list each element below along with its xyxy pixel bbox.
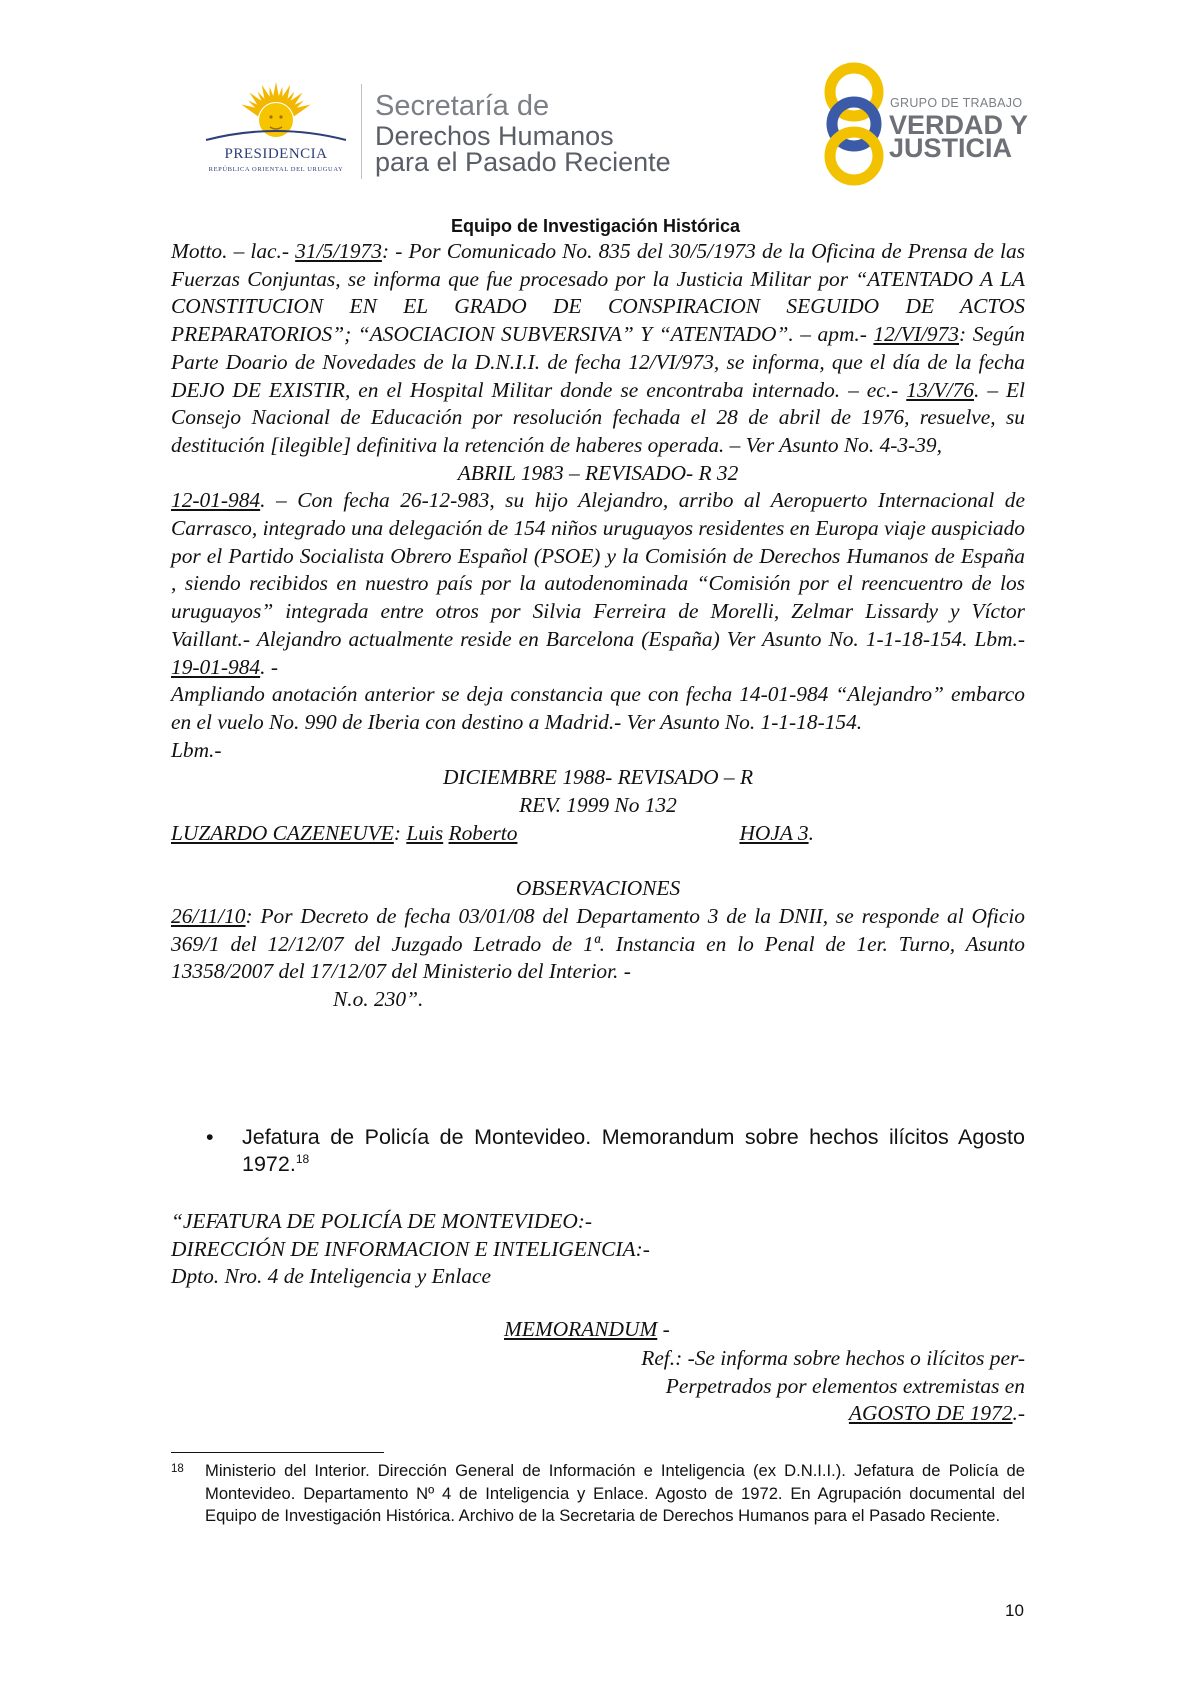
p1-text-e: . – El Consejo Nacional de Educación por resolución fechada el 28 de abril de 1976, resuelve, su destitución [ilegible] definitiva la retención de haberes operada. – Ver Asunto No. 4-3-39, — [171, 377, 1025, 457]
page-number: 10 — [1005, 1601, 1024, 1620]
p1-text-b: : - Por Comunicado No. 835 del 30/5/1973 de la Oficina de Prensa de las Fuerzas Conjuntas, se informa que fue procesado por la Justicia Militar por “ATENTADO A LA CONSTITUCION EN EL GRADO DE CONSPIRACION SEGUIDO DE ACTOS PREPARATORIOS”; “ASOCIACION SUBVERSIVA” Y “ATENTADO”. – apm.- — [171, 239, 1025, 347]
paragraph-3: Ampliando anotación anterior se deja constancia que con fecha 14-01-984 “Alejandro” embarco en el vuelo No. 990 de Iberia con destino a Madrid.- Ver Asunto No. 1-1-18-154. — [171, 682, 1025, 734]
hoja-label: HOJA 3 — [739, 820, 809, 845]
spacer — [171, 847, 1025, 875]
paragraph-4-tail: N.o. 230”. — [333, 986, 424, 1011]
second-name: Roberto — [448, 820, 518, 845]
document-body — [171, 238, 1025, 1014]
footnote-separator — [171, 1452, 384, 1453]
p2-date-1: 12-01-984 — [171, 488, 261, 513]
page-header — [0, 0, 1191, 210]
paragraph-3-signature: Lbm.- — [171, 737, 222, 762]
observaciones-title: OBSERVACIONES — [515, 876, 681, 901]
bullet-dot: • — [206, 1125, 214, 1149]
surname: LUZARDO CAZENEUVE — [171, 820, 394, 845]
p4-text: : Por Decreto de fecha 03/01/08 del Departamento 3 de la DNII, se responde al Oficio 369/1 del 12/12/07 del Juzgado Letrado de 1ª. Instancia en lo Penal de 1er. Turno, Asunto 13358/2007 del 17/12/07 del Ministerio del Interior. - — [171, 903, 1025, 984]
bullet-text — [242, 1124, 1025, 1178]
name-colon: : — [393, 820, 407, 845]
revision-3: REV. 1999 No 132 — [519, 793, 677, 818]
presidencia-sun-logo — [196, 78, 356, 178]
p2-text-b: . - — [260, 654, 278, 679]
bullet-item — [206, 1124, 1025, 1178]
first-name: Luis — [406, 820, 444, 845]
ref-line3 — [641, 1400, 1025, 1428]
footnote-text: Ministerio del Interior. Dirección General de Información e Inteligencia (ex D.N.I.I.). Jefatura de Policía de Montevideo. Departamento Nº 4 de Inteligencia y Enlace. Agosto de 1972. En Agrupación documental del Equipo de Investigación Histórica. Archivo de la Secretaria de Derechos Humanos para el Pasado Reciente. — [205, 1461, 1025, 1526]
ref-line2: Perpetrados por elementos extremistas en — [665, 1373, 1025, 1398]
memo-header — [171, 1208, 650, 1291]
paragraph-2 — [171, 487, 1025, 681]
memo-header-line1: “JEFATURA DE POLICÍA DE MONTEVIDEO:- — [171, 1209, 593, 1233]
footnote — [171, 1460, 1025, 1528]
grupo-line1: GRUPO DE TRABAJO — [890, 96, 1023, 110]
paragraph-1 — [171, 238, 1025, 460]
p2-text-a: . – Con fecha 26-12-983, su hijo Alejandro, arribo al Aeropuerto Internacional de Carrasco, integrado una delegación de 154 niños uruguayos residentes en Europa viaje auspiciado por el Partido Socialista Obrero Español (PSOE) y la Comisión de Derechos Humanos de España , siendo recibidos en nuestro país por la autodenominada “Comisión por el reencuentro de los uruguayos” integrada entre otros por Silvia Ferreira de Morelli, Zelmar Lissardy y Víctor Vaillant.- Alejandro actualmente reside en Barcelona (España) Ver Asunto No. 1-1-18-154. Lbm.- — [171, 488, 1025, 651]
revision-1: ABRIL 1983 – REVISADO- R 32 — [457, 460, 739, 485]
p1-date-3: 13/V/76 — [906, 377, 974, 402]
hoja-dot: . — [808, 820, 814, 845]
p1-date-2: 12/VI/973 — [873, 322, 960, 347]
presidencia-subtitle: REPÚBLICA ORIENTAL DEL URUGUAY — [208, 166, 344, 173]
grupo-line2: VERDAD Y — [889, 110, 1029, 140]
header-divider — [361, 84, 362, 179]
secretaria-line1: Secretaría de — [375, 90, 550, 122]
p2-date-2: 19-01-984 — [171, 654, 261, 679]
grupo-line3: JUSTICIA — [889, 133, 1013, 163]
footnote-number: 18 — [171, 1463, 184, 1475]
secretaria-line2: Derechos Humanos — [375, 121, 614, 151]
name-line — [171, 820, 1025, 848]
ref-line3-tail: .- — [1012, 1401, 1025, 1426]
ref-line3-date: AGOSTO DE 1972 — [848, 1401, 1013, 1426]
memo-title-text: MEMORANDUM — [504, 1317, 658, 1341]
memo-header-line2: DIRECCIÓN DE INFORMACION E INTELIGENCIA:- — [171, 1236, 650, 1261]
p1-date-1: 31/5/1973 — [295, 239, 382, 263]
memo-title — [504, 1317, 670, 1342]
team-heading: Equipo de Investigación Histórica — [450, 216, 741, 236]
p1-text-a: Motto. – lac.- — [171, 239, 296, 263]
ref-line1: Ref.: -Se informa sobre hechos o ilícitos per- — [641, 1346, 1025, 1370]
grupo-rings-logo — [812, 62, 896, 187]
secretaria-line3: para el Pasado Reciente — [375, 147, 671, 177]
p4-date: 26/11/10 — [171, 903, 246, 928]
bullet-label: Jefatura de Policía de Montevideo. Memorandum sobre hechos ilícitos Agosto 1972. — [242, 1125, 1025, 1176]
footnote-ref[interactable]: 18 — [295, 1151, 310, 1166]
memo-reference — [641, 1345, 1025, 1428]
presidencia-word: PRESIDENCIA — [224, 146, 328, 162]
revision-2: DICIEMBRE 1988- REVISADO – R — [442, 765, 754, 790]
paragraph-4 — [171, 903, 1025, 986]
p1-text-c: : Según Parte Doario de Novedades de la D.N.I.I. de fecha 12/VI/973, se informa, que el día de la fecha DEJO DE EXISTIR, en el Hospital Militar donde se encontraba internado. – ec.- — [171, 322, 1025, 402]
memo-header-line3: Dpto. Nro. 4 de Inteligencia y Enlace — [171, 1264, 491, 1289]
memo-title-tail: - — [657, 1317, 670, 1341]
